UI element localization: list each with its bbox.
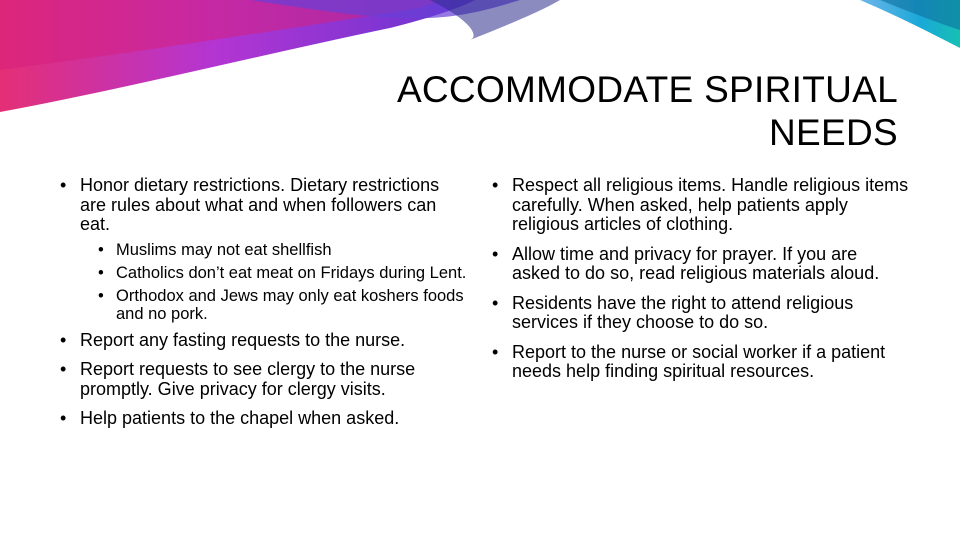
list-item: • Report any fasting requests to the nurse.	[58, 331, 468, 351]
list-item: • Orthodox and Jews may only eat koshers foods and no pork.	[94, 287, 468, 323]
list-item: • Residents have the right to attend religious services if they choose to do so.	[490, 294, 910, 333]
slide-title	[298, 68, 898, 154]
list-item	[58, 176, 468, 323]
right-bullet-list	[490, 176, 910, 382]
list-item: • Catholics don’t eat meat on Fridays during Lent.	[94, 264, 468, 282]
list-item: • Report requests to see clergy to the nurse promptly. Give privacy for clergy visits.	[58, 360, 468, 399]
list-item: • Muslims may not eat shellfish	[94, 241, 468, 259]
list-item: • Help patients to the chapel when asked.	[58, 409, 468, 429]
left-bullet-list	[58, 176, 468, 429]
list-item: • Report to the nurse or social worker if a patient needs help finding spiritual resources.	[490, 343, 910, 382]
sub-bullet-list	[94, 241, 468, 323]
list-item: • Allow time and privacy for prayer. If you are asked to do so, read religious materials aloud.	[490, 245, 910, 284]
list-item: • Respect all religious items. Handle religious items carefully. When asked, help patients apply religious articles of clothing.	[490, 176, 910, 235]
title-line-1: ACCOMMODATE SPIRITUAL	[396, 69, 898, 110]
title-line-2: NEEDS	[769, 112, 898, 153]
bullet-text: Honor dietary restrictions. Dietary restrictions are rules about what and when followers can eat.	[80, 175, 440, 234]
